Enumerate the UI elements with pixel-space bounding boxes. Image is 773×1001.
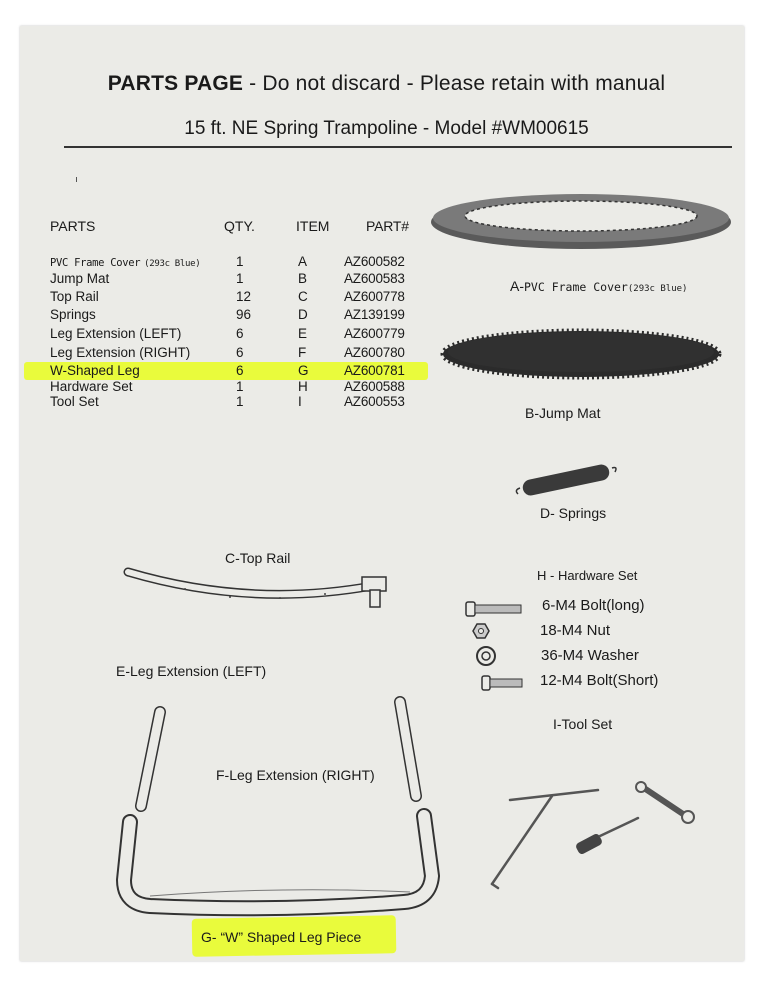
caption-leg-right: F-Leg Extension (RIGHT): [216, 767, 375, 783]
part-number: AZ600553: [344, 394, 405, 409]
part-name: Leg Extension (LEFT): [50, 326, 182, 341]
hardware-nut: 18-M4 Nut: [540, 622, 611, 639]
hardware-short-bolt: 12-M4 Bolt(Short): [540, 672, 659, 689]
part-qty: 6: [236, 326, 244, 341]
washer-icon: [477, 647, 495, 665]
top-rail-illustration: [128, 572, 386, 607]
part-name: Leg Extension (RIGHT): [50, 345, 191, 360]
part-number: AZ600779: [344, 326, 405, 341]
title-rest: - Do not discard - Please retain with manual: [243, 72, 666, 95]
part-qty: 6: [236, 345, 244, 360]
part-number: AZ600582: [344, 254, 405, 269]
caption-leg-left: E-Leg Extension (LEFT): [116, 663, 267, 679]
leg-left-illustration: [141, 712, 160, 806]
caption-jump-mat: B-Jump Mat: [525, 405, 601, 421]
spring-illustration: [516, 463, 616, 497]
caption-w-leg: G- “W” Shaped Leg Piece: [201, 929, 362, 945]
caption-frame-cover: [510, 278, 687, 294]
part-qty: 96: [236, 307, 252, 322]
part-number: AZ600588: [344, 379, 405, 394]
part-item: B: [298, 271, 308, 286]
part-name: Springs: [50, 307, 96, 322]
caption-frame-cover-note: (293c Blue): [627, 284, 688, 294]
header-item: ITEM: [296, 218, 330, 234]
part-name: Top Rail: [50, 289, 99, 304]
part-item: C: [298, 289, 308, 304]
model-subtitle: 15 ft. NE Spring Trampoline - Model #WM00615: [184, 118, 589, 139]
part-item: A: [298, 254, 308, 269]
header-part: PART#: [366, 218, 409, 234]
title-bold: PARTS PAGE: [107, 72, 244, 95]
part-item: E: [298, 326, 308, 341]
caption-top-rail: C-Top Rail: [225, 550, 291, 566]
part-item: F: [298, 345, 307, 360]
part-qty: 12: [236, 289, 252, 304]
spanner-icon: [636, 782, 694, 823]
part-number: AZ139199: [344, 307, 405, 322]
long-bolt-icon: [466, 602, 521, 616]
part-name: PVC Frame Cover: [50, 257, 141, 269]
part-qty: 6: [236, 363, 244, 378]
part-item: H: [298, 379, 308, 394]
part-qty: 1: [236, 379, 244, 394]
nut-icon: [473, 624, 489, 638]
frame-cover-illustration: [431, 194, 731, 249]
header-parts: PARTS: [50, 218, 96, 234]
hardware-washer: 36-M4 Washer: [541, 647, 639, 664]
w-leg-illustration: [124, 816, 432, 908]
leg-right-illustration: [400, 702, 416, 796]
part-number: AZ600780: [344, 345, 405, 360]
caption-tool-set: I-Tool Set: [553, 716, 613, 732]
part-name: W-Shaped Leg: [50, 363, 140, 378]
jump-mat-illustration: [443, 331, 719, 377]
part-name: Jump Mat: [50, 271, 110, 286]
part-qty: 1: [236, 394, 244, 409]
part-item: D: [298, 307, 308, 322]
hardware-long-bolt: 6-M4 Bolt(long): [542, 597, 645, 614]
part-number: AZ600583: [344, 271, 405, 286]
caption-springs: D- Springs: [540, 505, 607, 521]
part-name: Hardware Set: [50, 379, 133, 394]
short-bolt-icon: [482, 676, 522, 690]
part-item: G: [298, 363, 309, 378]
part-number: AZ600778: [344, 289, 405, 304]
hardware-title: H - Hardware Set: [537, 568, 638, 583]
part-qty: 1: [236, 271, 244, 286]
part-qty: 1: [236, 254, 244, 269]
part-note: (293c Blue): [144, 259, 201, 269]
allen-wrench-icon: [492, 790, 598, 888]
caption-frame-cover-prefix: A-: [510, 278, 524, 294]
screwdriver-icon: [575, 818, 638, 855]
part-item: I: [298, 394, 302, 409]
header-qty: QTY.: [224, 218, 255, 234]
part-number: AZ600781: [344, 363, 405, 378]
part-name: Tool Set: [50, 394, 99, 409]
caption-frame-cover-name: PVC Frame Cover: [524, 280, 628, 294]
